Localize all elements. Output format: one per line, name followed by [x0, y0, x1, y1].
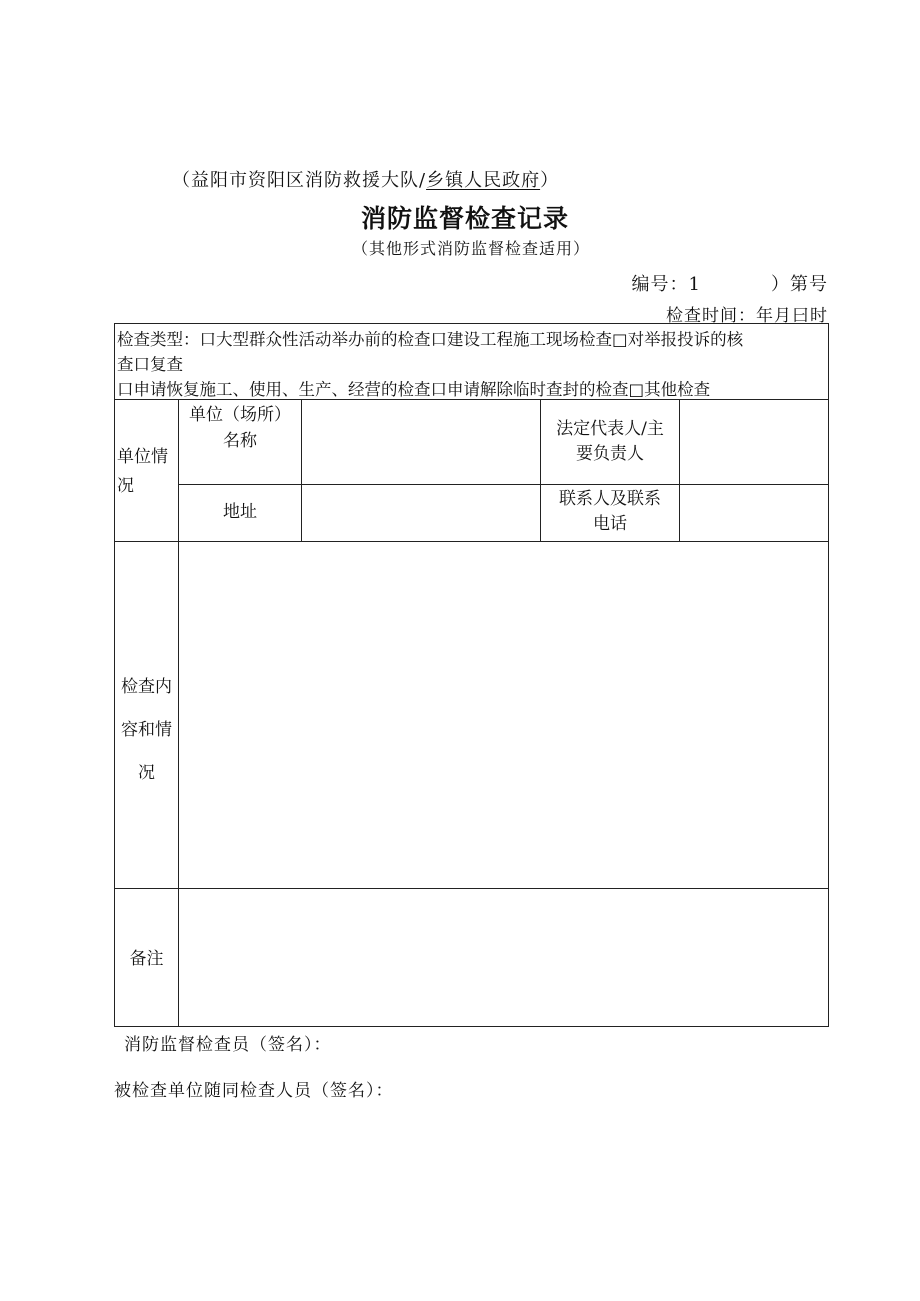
contact-label-line2: 电话: [593, 514, 627, 534]
inspection-type-line1: 检查类型：口大型群众性活动举办前的检查口建设工程施工现场检查□对举报投诉的核: [117, 330, 744, 349]
inspector-signature[interactable]: 消防监督检查员（签名）：: [124, 1035, 332, 1055]
unit-name-label-line1: 单位（场所）: [189, 405, 291, 425]
unit-section-label-line2: 况: [117, 476, 134, 496]
inspection-form-table: [114, 323, 829, 1027]
content-value[interactable]: [181, 546, 825, 886]
agency-underlined: 乡镇人民政府: [426, 170, 541, 191]
check-time: 检查时间：年月曰时: [666, 306, 828, 326]
content-label-line2: 容和情: [121, 720, 172, 740]
legal-rep-label-line1: 法定代表人/主: [556, 419, 664, 439]
record-number-suffix: ）第号: [771, 274, 828, 295]
remarks-value[interactable]: [181, 893, 825, 1023]
inspection-type-options: [117, 327, 825, 402]
page-title: 消防监督检查记录: [360, 204, 569, 233]
content-label-line1: 检查内: [121, 677, 172, 697]
remarks-label: 备注: [129, 949, 164, 969]
inspection-type-line2: 查口复查: [117, 355, 183, 374]
content-label: [115, 666, 178, 795]
agency-suffix: ）: [540, 170, 560, 191]
contact-label: [541, 487, 679, 537]
contact-label-line1: 联系人及联系: [559, 489, 661, 509]
agency-prefix: （益阳市资阳区消防救援大队/: [172, 170, 427, 191]
accompanying-signature[interactable]: 被检查单位随同检查人员（签名）：: [114, 1081, 394, 1101]
address-label: 地址: [223, 502, 257, 522]
unit-name-label-line2: 名称: [223, 431, 257, 451]
record-number: [632, 270, 828, 296]
page-subtitle: （其他形式消防监督检查适用）: [351, 239, 590, 258]
inspection-type-line3: 口申请恢复施工、使用、生产、经营的检查口申请解除临时查封的检查□其他检查: [117, 380, 711, 399]
agency-line: [172, 166, 559, 192]
legal-rep-label: [541, 417, 679, 467]
unit-section-label-line1: 单位情: [117, 447, 168, 467]
unit-name-label: [179, 403, 301, 454]
record-number-label: 编号：1: [631, 274, 701, 295]
content-label-line3: 况: [138, 763, 155, 783]
unit-section-label: [117, 445, 177, 499]
legal-rep-label-line2: 要负责人: [576, 444, 644, 464]
